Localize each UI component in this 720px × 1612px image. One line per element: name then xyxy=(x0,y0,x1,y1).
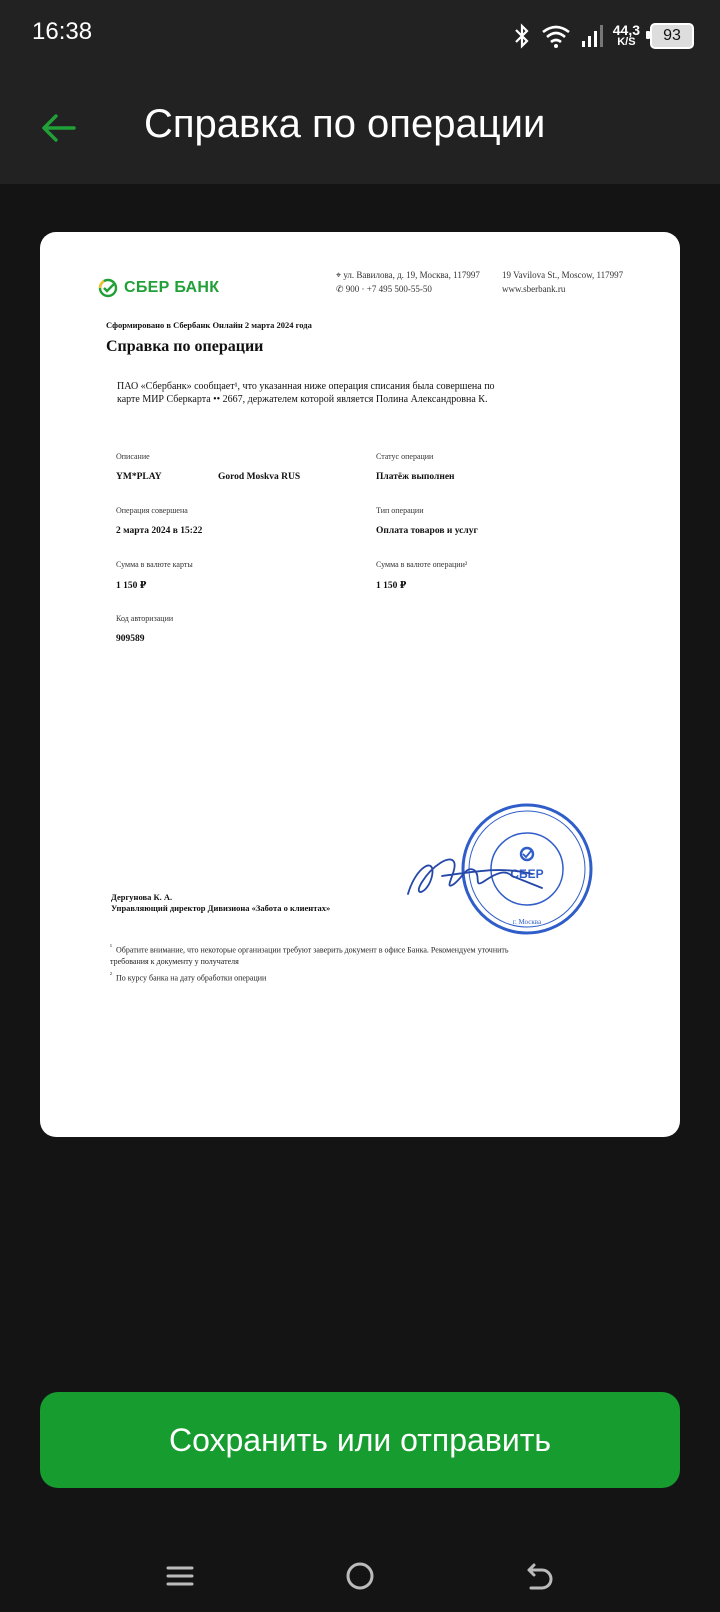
date-label: Операция совершена xyxy=(116,506,188,515)
signature xyxy=(402,836,582,906)
footnote-2-text: По курсу банка на дату обработки операции xyxy=(116,973,267,983)
footnote-1-mark: ¹ xyxy=(110,944,112,951)
status-label: Статус операции xyxy=(376,452,434,461)
document-preview[interactable] xyxy=(40,232,680,1137)
back-nav-icon xyxy=(525,1561,555,1591)
type-label: Тип операции xyxy=(376,506,424,515)
footnote-1 xyxy=(110,942,510,967)
back-nav-button[interactable] xyxy=(518,1554,562,1598)
save-or-send-button[interactable]: Сохранить или отправить xyxy=(40,1392,680,1488)
menu-button[interactable] xyxy=(158,1554,202,1598)
network-speed-unit: K/S xyxy=(617,36,636,48)
phone-icon: ✆ xyxy=(336,284,346,294)
address-en-line1: 19 Vavilova St., Moscow, 117997 xyxy=(502,270,624,280)
page-title: Справка по операции xyxy=(144,102,546,146)
logo-text: СБЕР БАНК xyxy=(124,279,220,296)
bluetooth-icon xyxy=(513,23,531,49)
stamp-logo-text: СБЕР xyxy=(510,867,544,881)
stamp-city: г. Москва xyxy=(512,918,542,926)
address-en-line2: www.sberbank.ru xyxy=(502,284,566,294)
pin-icon: ⌖ xyxy=(336,270,344,280)
arrow-left-icon xyxy=(40,113,76,143)
back-button[interactable] xyxy=(28,98,88,158)
status-bar xyxy=(0,0,720,72)
footnote-2 xyxy=(110,970,510,984)
signer-name: Дергунова К. А. xyxy=(111,892,173,902)
description-value: YM*PLAY xyxy=(116,472,162,482)
home-button[interactable] xyxy=(338,1554,382,1598)
type-value: Оплата товаров и услуг xyxy=(376,526,478,536)
address-ru-line2: 900 · +7 495 500-55-50 xyxy=(345,284,432,294)
card-amount-value: 1 150 ₽ xyxy=(116,581,147,591)
auth-value: 909589 xyxy=(116,634,145,644)
sber-logo-icon xyxy=(98,278,118,298)
address-ru xyxy=(336,268,480,296)
footnote-1-text: Обратите внимание, что некоторые организации требуют заверить документ в офисе Банка. Рекомендуем уточнить требования к документу у получателя xyxy=(110,945,509,966)
description-location: Gorod Moskva RUS xyxy=(218,472,301,482)
generated-note: Сформировано в Сбербанк Онлайн 2 марта 2024 года xyxy=(106,320,312,330)
signer xyxy=(111,892,330,914)
battery-level: 93 xyxy=(663,27,681,44)
address-en xyxy=(502,268,623,296)
document-title: Справка по операции xyxy=(106,338,264,355)
auth-label: Код авторизации xyxy=(116,614,174,623)
sber-logo xyxy=(98,278,219,298)
footnote-2-mark: ² xyxy=(110,972,112,979)
description-label: Описание xyxy=(116,452,150,461)
system-nav-bar xyxy=(0,1540,720,1612)
op-amount-value: 1 150 ₽ xyxy=(376,581,407,591)
network-speed-value: 44,3 xyxy=(612,22,640,38)
date-value: 2 марта 2024 в 15:22 xyxy=(116,526,203,536)
battery-icon xyxy=(650,23,694,49)
signer-title: Управляющий директор Дивизиона «Забота о клиентах» xyxy=(111,903,331,913)
intro-text: ПАО «Сбербанк» сообщает¹, что указанная ниже операция списания была совершена по карте МИР Сберкарта •• 2667, держателем которой является Полина Александровна К. xyxy=(117,381,495,405)
wifi-icon xyxy=(541,24,571,48)
op-amount-label: Сумма в валюте операции² xyxy=(376,560,468,569)
signal-icon xyxy=(581,24,603,48)
menu-icon xyxy=(166,1562,194,1590)
status-time: 16:38 xyxy=(32,18,93,45)
card-amount-label: Сумма в валюте карты xyxy=(116,560,193,569)
address-ru-line1: ул. Вавилова, д. 19, Москва, 117997 xyxy=(343,270,480,280)
status-value: Платёж выполнен xyxy=(376,472,455,482)
status-icons xyxy=(513,16,694,56)
network-speed xyxy=(613,24,640,48)
home-circle-icon xyxy=(345,1561,375,1591)
app-bar xyxy=(0,72,720,184)
